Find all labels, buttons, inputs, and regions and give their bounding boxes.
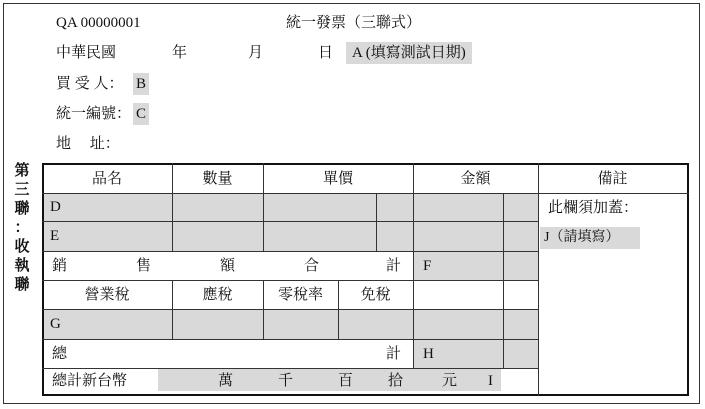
tax-id-field[interactable]: C: [133, 103, 149, 125]
unit-qian: 千: [278, 373, 294, 389]
grand-total-value[interactable]: I: [488, 373, 493, 389]
item-row-2[interactable]: E: [50, 228, 60, 244]
month-label: 月: [248, 45, 264, 61]
day-label: 日: [318, 45, 334, 61]
sales-char-5: 計: [386, 257, 402, 274]
unit-shi: 拾: [388, 373, 404, 389]
invoice-title: 統一發票（三聯式）: [286, 15, 422, 31]
header-amount: 金額: [460, 171, 491, 187]
invoice-table: [42, 163, 689, 396]
note-field[interactable]: J（請填寫）: [544, 230, 620, 245]
tax-value[interactable]: G: [50, 316, 61, 332]
total-char-2: 計: [386, 345, 402, 362]
taxable-label: 應稅: [202, 286, 233, 303]
date-field[interactable]: A (填寫測試日期): [346, 42, 472, 64]
tax-id-label: 統一編號：: [56, 106, 132, 122]
header-price: 單價: [322, 171, 353, 187]
unit-bai: 百: [338, 373, 354, 389]
year-label: 年: [172, 45, 188, 61]
address-label: 地 址：: [56, 136, 120, 152]
header-item: 品名: [91, 171, 122, 187]
invoice-number: QA 00000001: [56, 15, 141, 31]
sales-char-1: 銷: [52, 257, 68, 274]
total-char-1: 總: [52, 345, 68, 362]
note-text: 此欄須加蓋：: [548, 200, 639, 216]
sales-char-3: 額: [220, 257, 236, 274]
buyer-label: 買 受 人：: [56, 76, 124, 92]
header-note: 備註: [597, 171, 628, 187]
unit-yuan: 元: [442, 373, 458, 389]
exempt-label: 免稅: [360, 286, 391, 303]
buyer-field[interactable]: B: [133, 73, 149, 95]
copy-label: 第 三 聯 ： 收 執 聯: [14, 163, 30, 293]
business-tax-label: 營業稅: [84, 286, 130, 303]
sales-total-value[interactable]: F: [423, 257, 432, 274]
item-row-1[interactable]: D: [50, 199, 61, 215]
sales-char-4: 合: [304, 257, 320, 274]
unit-wan: 萬: [218, 373, 234, 389]
header-qty: 數量: [202, 171, 233, 187]
total-value[interactable]: H: [423, 345, 434, 362]
grand-total-label: 總計新台幣: [52, 373, 128, 389]
zero-rate-label: 零稅率: [277, 286, 323, 303]
era-label: 中華民國: [56, 45, 117, 61]
sales-char-2: 售: [136, 257, 152, 274]
